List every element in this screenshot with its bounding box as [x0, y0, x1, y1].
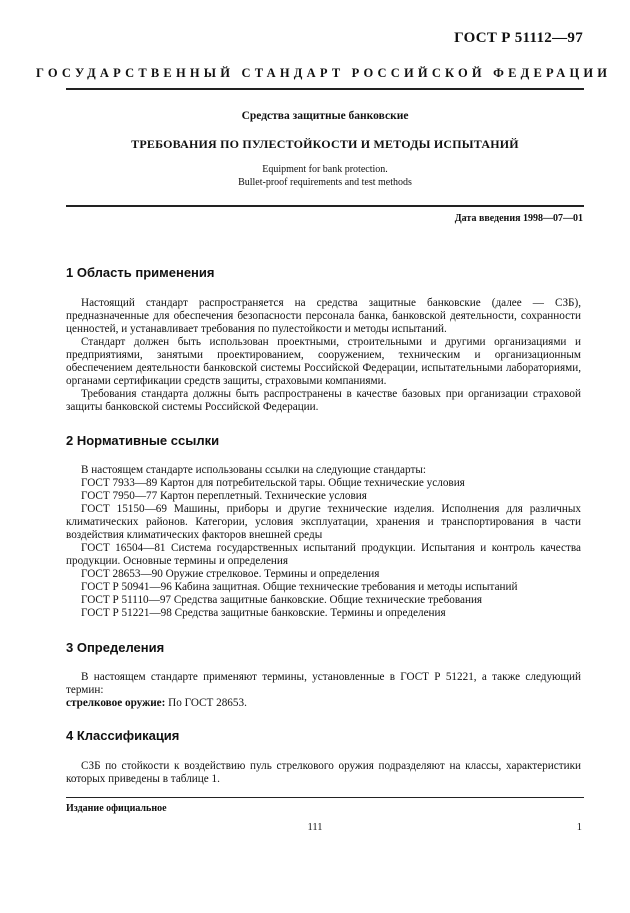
term-definition [66, 697, 581, 710]
title-divider [66, 205, 584, 207]
reference-item: ГОСТ 28653—90 Оружие стрелковое. Термины и определения [81, 568, 380, 580]
section-1-heading: 1 Область применения [66, 265, 215, 280]
section-2-heading: 2 Нормативные ссылки [66, 433, 220, 448]
english-title-line1: Equipment for bank protection. [262, 164, 388, 175]
section-3-paragraph: В настоящем стандарте применяют термины, установленные в ГОСТ Р 51221, а также следующий термин: [66, 671, 581, 696]
gost-code: ГОСТ Р 51112—97 [454, 30, 583, 46]
reference-item: ГОСТ 7950—77 Картон переплетный. Технические условия [81, 490, 367, 502]
section-1-paragraph: Настоящий стандарт распространяется на средства защитные банковские (далее — СЗБ), предназначенные для обеспечения безопасности персонала банка, банковской деятельности, сохранности ценностей, и устанавливает требования по пулестойкости и методы испытаний. [66, 297, 581, 335]
term-name: стрелковое оружие: [66, 697, 166, 709]
reference-item: ГОСТ Р 51110—97 Средства защитные банковские. Общие технические требования [81, 594, 483, 606]
section-1-paragraph: Стандарт должен быть использован проектными, строительными и другими организациями и предприятиями, занятыми проектированием, сооружением, техническим и организационным обеспечением деятельности банковской системы Российской Федерации, испытательными лабораториями, органами сертификации средств защиты, страховыми компаниями. [66, 336, 581, 387]
section-1-paragraph: Требования стандарта должны быть распространены в качестве базовых при организации страховой защиты банковской системы Российской Федерации. [66, 388, 581, 413]
page-number: 111 [307, 822, 323, 833]
intro-date: Дата введения 1998—07—01 [454, 213, 583, 224]
section-2-body [66, 464, 581, 620]
section-4-heading: 4 Классификация [66, 728, 180, 743]
reference-item: ГОСТ 7933—89 Картон для потребительской тары. Общие технические условия [81, 477, 465, 489]
term-text: По ГОСТ 28653. [165, 697, 247, 709]
section-3-body [66, 671, 581, 710]
reference-item: ГОСТ Р 51221—98 Средства защитные банковские. Термины и определения [81, 607, 446, 619]
reference-item: ГОСТ 16504—81 Система государственных испытаний продукции. Испытания и контроль качества продукции. Основные термины и определения [66, 542, 581, 567]
section-2-intro: В настоящем стандарте использованы ссылки на следующие стандарты: [81, 464, 426, 476]
document-subtitle: Средства защитные банковские [241, 110, 409, 122]
reference-item: ГОСТ 15150—69 Машины, приборы и другие технические изделия. Исполнения для различных климатических районов. Категории, условия эксплуатации, хранения и транспортирования в части воздействия климатических факторов внешней среды [66, 503, 581, 541]
footer-divider [66, 797, 584, 798]
sheet-number: 1 [576, 822, 582, 833]
document-title: ТРЕБОВАНИЯ ПО ПУЛЕСТОЙКОСТИ И МЕТОДЫ ИСПЫТАНИЙ [131, 137, 519, 151]
section-3-heading: 3 Определения [66, 640, 165, 655]
edition-label: Издание официальное [66, 803, 167, 814]
section-1-body [66, 297, 581, 414]
english-title-line2: Bullet-proof requirements and test methods [238, 177, 412, 188]
section-4-paragraph: СЗБ по стойкости к воздействию пуль стрелкового оружия подразделяют на классы, характеристики которых приведены в таблице 1. [66, 760, 581, 785]
top-divider [66, 88, 584, 90]
section-4-body [66, 760, 581, 786]
english-title [66, 163, 584, 189]
state-standard-banner: ГОСУДАРСТВЕННЫЙ СТАНДАРТ РОССИЙСКОЙ ФЕДЕРАЦИИ [36, 66, 612, 80]
reference-item: ГОСТ Р 50941—96 Кабина защитная. Общие технические требования и методы испытаний [81, 581, 518, 593]
